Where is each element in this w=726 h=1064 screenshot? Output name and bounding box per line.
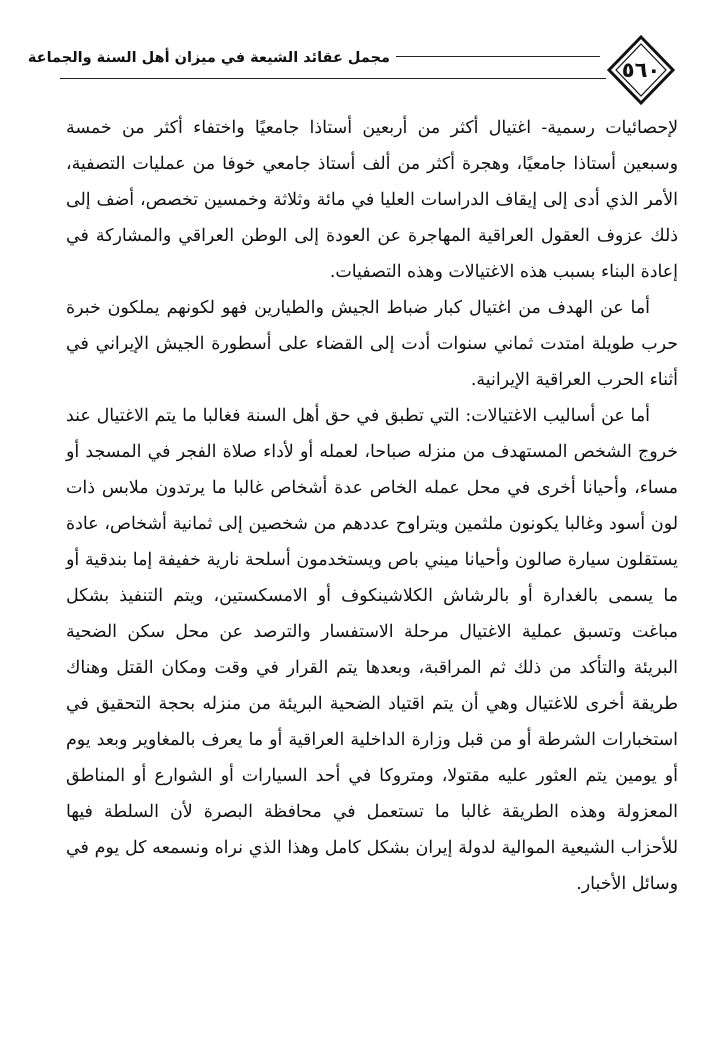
- paragraph-2: أما عن الهدف من اغتيال كبار ضباط الجيش والطيارين فهو لكونهم يملكون خبرة حرب طويلة امتدت ثماني سنوات أدت إلى القضاء على أسطورة الجيش الإيراني في أثناء الحرب العراقية الإيرانية.: [66, 298, 678, 390]
- body-text: [66, 110, 678, 902]
- header-rule-top: [396, 56, 600, 57]
- page-number: ٥٦٠: [621, 58, 661, 82]
- page-number-badge: [606, 34, 676, 106]
- page-header: [27, 34, 676, 108]
- running-title: مجمل عقائد الشيعة في ميزان أهل السنة والجماعة: [27, 50, 390, 66]
- paragraph-1: لإحصائيات رسمية- اغتيال أكثر من أربعين أستاذا جامعيًا واختفاء أكثر من خمسة وسبعين أستاذا جامعيًا، وهجرة أكثر من ألف أستاذ جامعي خوفا من عمليات التصفية، الأمر الذي أدى إلى إيقاف الدراسات العليا في مائة وثلاثة وخمسين تخصص، أضف إلى ذلك عزوف العقول العراقية المهاجرة عن العودة إلى الوطن العراقي والمشاركة في إعادة البناء بسبب هذه الاغتيالات وهذه التصفيات.: [66, 118, 678, 282]
- header-rule: [60, 78, 606, 79]
- paragraph-3: أما عن أساليب الاغتيالات: التي تطبق في حق أهل السنة فغالبا ما يتم الاغتيال عند خروج الشخص المستهدف من منزله صباحا، لعمله أو لأداء صلاة الفجر في المسجد أو مساء، وأحيانا أخرى في محل عمله الخاص عدة أشخاص غالبا ما يرتدون ملابس ذات لون أسود وغالبا يكونون ملثمين ويتراوح عددهم من شخصين إلى ثمانية أشخاص، عادة يستقلون سيارة صالون وأحيانا ميني باص ويستخدمون أسلحة نارية خفيفة إما بندقية أو ما يسمى بالغدارة أو بالرشاش الكلاشينكوف أو الامسكستين، ويتم التنفيذ بشكل مباغت وتسبق عملية الاغتيال مرحلة الاستفسار والترصد عن محل سكن الضحية البريئة والتأكد من ذلك ثم المراقبة، وبعدها يتم القرار في وقت ومكان القتل وهناك طريقة أخرى للاغتيال وهي أن يتم اقتياد الضحية البريئة من منزله بحجة التحقيق في استخبارات الشرطة أو من قبل وزارة الداخلية العراقية أو ما يعرف بالمغاوير وبعد يوم أو يومين يتم العثور عليه مقتولا، ومتروكا في أحد السيارات أو الشوارع أو المناطق المعزولة وهذه الطريقة غالبا ما تستعمل في محافظة البصرة لأن السلطة فيها للأحزاب الشيعية الموالية لدولة إيران بشكل كامل وهذا الذي نراه ونسمعه كل يوم في وسائل الأخبار.: [66, 406, 678, 894]
